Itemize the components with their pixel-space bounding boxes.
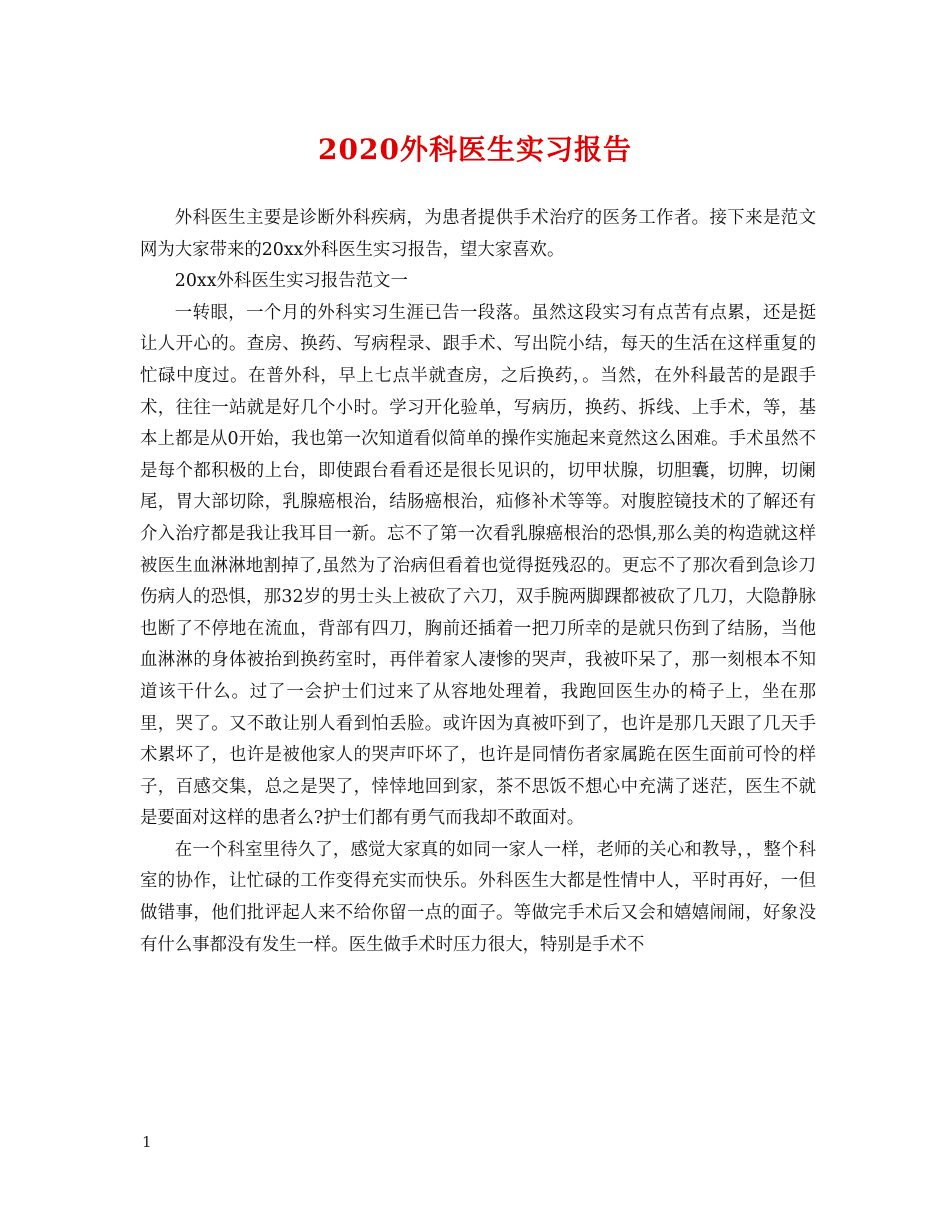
document-body [140, 203, 816, 961]
paragraph-continuation: 在一个科室里待久了，感觉大家真的如同一家人一样，老师的关心和教导，，整个科室的协作，让忙碌的工作变得充实而快乐。外科医生大都是性情中人，平时再好，一但做错事，他们批评起人来不给你留一点的面子。等做完手术后又会和嬉嬉闹闹，好象没有什么事都没有发生一样。医生做手术时压力很大，特别是手术不 [140, 839, 816, 955]
paragraph-subheading: 20xx外科医生实习报告范文一 [174, 271, 408, 292]
paragraph-main: 一转眼，一个月的外科实习生涯已告一段落。虽然这段实习有点苦有点累，还是挺让人开心的。查房、换药、写病程录、跟手术、写出院小结，每天的生活在这样重复的忙碌中度过。在普外科，早上七点半就查房，之后换药，。当然，在外科最苦的是跟手术，往往一站就是好几个小时。学习开化验单，写病历，换药、拆线、上手术，等，基本上都是从0开始，我也第一次知道看似简单的操作实施起来竟然这么困难。手术虽然不是每个都积极的上台，即使跟台看看还是很长见识的，切甲状腺，切胆囊，切脾，切阑尾，胃大部切除，乳腺癌根治，结肠癌根治，疝修补术等等。对腹腔镜技术的了解还有介入治疗都是我让我耳目一新。忘不了第一次看乳腺癌根治的恐惧,那么美的构造就这样被医生血淋淋地割掉了,虽然为了治病但看着也觉得挺残忍的。更忘不了那次看到急诊刀伤病人的恐惧，那32岁的男士头上被砍了六刀，双手腕两脚踝都被砍了几刀，大隐静脉也断了不停地在流血，背部有四刀，胸前还插着一把刀所幸的是就只伤到了结肠，当他血淋淋的身体被抬到换药室时，再伴着家人凄惨的哭声，我被吓呆了，那一刻根本不知道该干什么。过了一会护士们过来了从容地处理着，我跑回医生办的椅子上，坐在那里，哭了。又不敢让别人看到怕丢脸。或许因为真被吓到了，也许是那几天跟了几天手术累坏了，也许是被他家人的哭声吓坏了，也许是同情伤者家属跪在医生面前可怜的样子，百感交集，总之是哭了，悻悻地回到家，茶不思饭不想心中充满了迷茫，医生不就是要面对这样的患者么?护士们都有勇气而我却不敢面对。 [140, 302, 816, 829]
page-number: 1 [142, 1133, 152, 1151]
paragraph-intro: 外科医生主要是诊断外科疾病，为患者提供手术治疗的医务工作者。接下来是范文网为大家带来的20xx外科医生实习报告，望大家喜欢。 [140, 208, 816, 260]
document-title: 2020外科医生实习报告 [318, 133, 632, 166]
